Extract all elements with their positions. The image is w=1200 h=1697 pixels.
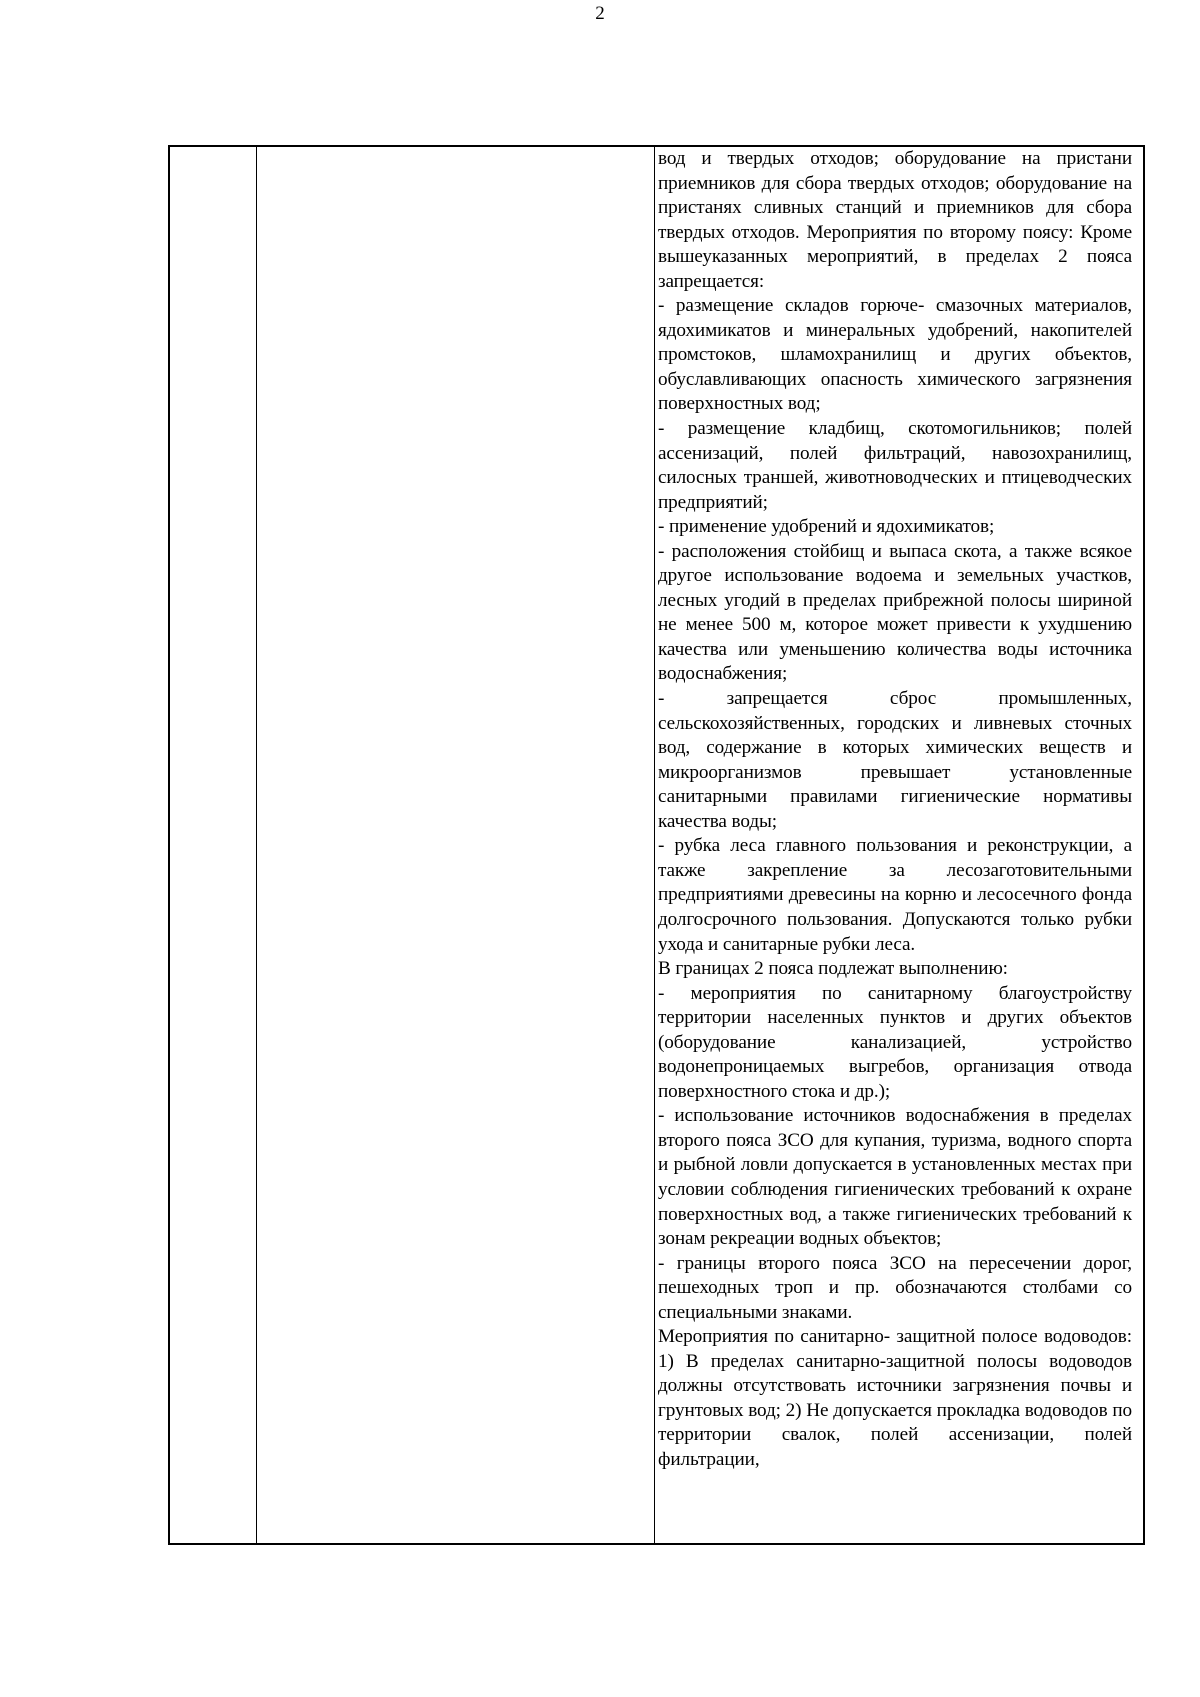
paragraph: Мероприятия по санитарно- защитной полосе водоводов: 1) В пределах санитарно-защитной полосы водоводов должны отсутствовать источники загрязнения почвы и грунтовых вод; 2) Не допускается прокладка водоводов по территории свалок, полей ассенизации, полей фильтрации, — [658, 1326, 1132, 1470]
paragraph: - размещение кладбищ, скотомогильников; полей ассенизаций, полей фильтраций, навозохранилищ, силосных траншей, животноводческих и птицеводческих предприятий; — [658, 418, 1132, 513]
column-divider-2 — [654, 147, 655, 1543]
paragraph: вод и твердых отходов; оборудование на пристани приемников для сбора твердых отходов; оборудование на пристанях сливных станций и приемников для сбора твердых отходов. Мероприятия по второму поясу: Кроме вышеуказанных мероприятий, в пределах 2 пояса запрещается: — [658, 148, 1132, 292]
paragraph: - мероприятия по санитарному благоустройству территории населенных пунктов и других объектов (оборудование канализацией, устройство водонепроницаемых выгребов, организация отвода поверхностного стока и др.); — [658, 982, 1132, 1102]
paragraph: В границах 2 пояса подлежат выполнению: — [658, 958, 1008, 980]
paragraph: - расположения стойбищ и выпаса скота, а также всякое другое использование водоема и земельных участков, лесных угодий в пределах прибрежной полосы шириной не менее 500 м, которое может привести к ухудшению качества или уменьшению количества воды источника водоснабжения; — [658, 540, 1132, 685]
table-cell-measures — [658, 147, 1132, 1473]
paragraph: - границы второго пояса ЗСО на пересечении дорог, пешеходных троп и пр. обозначаются столбами со специальными знаками. — [658, 1252, 1132, 1323]
document-table — [168, 145, 1145, 1545]
column-divider-1 — [256, 147, 257, 1543]
paragraph: - размещение складов горюче- смазочных материалов, ядохимикатов и минеральных удобрений, накопителей промстоков, шламохранилищ и других объектов, обуславливающих опасность химического загрязнения поверхностных вод; — [658, 295, 1132, 415]
paragraph: - использование источников водоснабжения в пределах второго пояса ЗСО для купания, туризма, водного спорта и рыбной ловли допускается в установленных местах при условии соблюдения гигиенических требований к охране поверхностных вод, а также гигиенических требований к зонам рекреации водных объектов; — [658, 1105, 1132, 1250]
page-number: 2 — [595, 3, 605, 24]
paragraph: - рубка леса главного пользования и реконструкции, а также закрепление за лесозаготовительными предприятиями древесины на корню и лесосечного фонда долгосрочного пользования. Допускаются только рубки ухода и санитарные рубки леса. — [658, 835, 1132, 955]
paragraph: - запрещается сброс промышленных, сельскохозяйственных, городских и ливневых сточных вод, содержание в которых химических веществ и микроорганизмов превышает установленные санитарными правилами гигиенические нормативы качества воды; — [658, 688, 1132, 832]
paragraph: - применение удобрений и ядохимикатов; — [658, 516, 995, 538]
